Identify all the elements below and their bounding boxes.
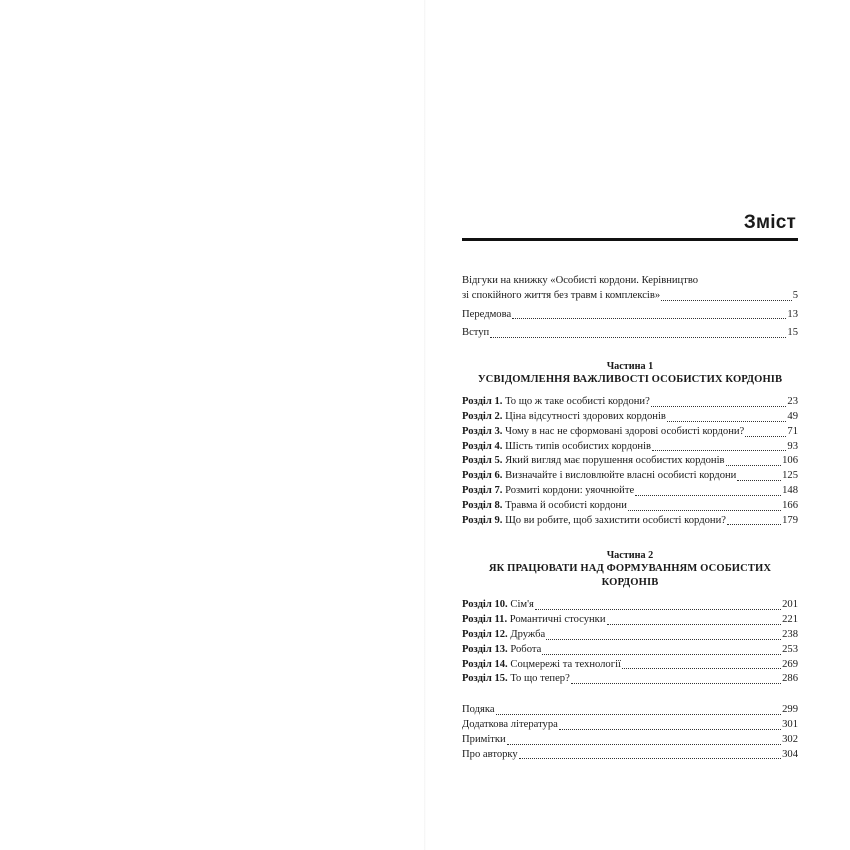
dot-leader (519, 757, 781, 759)
entry-title: Сім'я (510, 599, 534, 611)
entry-title: Розмиті кордони: уяочнюйте (505, 484, 635, 496)
entry-page: 299 (782, 704, 798, 716)
entry-label (462, 425, 744, 440)
entry-label (462, 484, 634, 499)
chapter-number: Розділ 7. (462, 484, 503, 496)
chapter-number: Розділ 15. (462, 673, 508, 685)
toc-chapter-entry (462, 658, 798, 673)
dot-leader (559, 728, 781, 730)
entry-page: 301 (782, 718, 798, 730)
toc-entry-reviews (462, 289, 798, 304)
entry-page: 286 (782, 673, 798, 685)
entry-label (462, 440, 651, 455)
chapter-number: Розділ 10. (462, 599, 508, 611)
dot-leader (542, 653, 781, 655)
entry-label (462, 658, 621, 673)
entry-page: 253 (782, 643, 798, 655)
chapter-number: Розділ 12. (462, 628, 508, 640)
entry-label (462, 499, 627, 514)
part-1-chapters (462, 395, 798, 528)
toc-chapter-entry (462, 672, 798, 687)
chapter-number: Розділ 6. (462, 470, 503, 482)
toc-chapter-entry (462, 395, 798, 410)
back-matter (462, 703, 798, 762)
entry-title: Додаткова література (462, 718, 558, 730)
entry-page: 23 (787, 396, 798, 408)
part-number: Частина 1 (606, 361, 654, 373)
dot-leader (726, 464, 782, 466)
entry-page: 179 (782, 514, 798, 526)
entry-title: Подяка (462, 704, 495, 716)
entry-title: Який вигляд має порушення особистих кордонів (505, 455, 725, 467)
toc-entry-intro (462, 326, 798, 341)
part-title: ЯК ПРАЦЮВАТИ НАД ФОРМУВАННЯМ ОСОБИСТИХ КОРДОНІВ (488, 563, 772, 589)
chapter-number: Розділ 13. (462, 643, 508, 655)
dot-leader (571, 682, 781, 684)
chapter-number: Розділ 8. (462, 499, 503, 511)
part-2-heading (462, 550, 798, 590)
chapter-number: Розділ 5. (462, 455, 503, 467)
entry-title: Примітки (462, 733, 506, 745)
entry-label (462, 703, 495, 718)
entry-page: 49 (787, 410, 798, 422)
toc-chapter-entry (462, 499, 798, 514)
entry-title: То що ж таке особисті кордони? (505, 396, 650, 408)
toc-chapter-entry (462, 613, 798, 628)
entry-label (462, 748, 518, 763)
dot-leader (737, 479, 781, 481)
part-2-chapters (462, 598, 798, 687)
chapter-number: Розділ 11. (462, 614, 508, 626)
dot-leader (652, 449, 786, 451)
entry-title: Що ви робите, щоб захистити особисті кордони? (505, 514, 726, 526)
entry-label (462, 395, 650, 410)
page-title: Зміст (743, 212, 796, 233)
entry-page: 302 (782, 733, 798, 745)
entry-title: Романтичні стосунки (509, 614, 606, 626)
toc-chapter-entry (462, 425, 798, 440)
entry-label (462, 672, 570, 687)
toc-chapter-entry (462, 628, 798, 643)
entry-page: 166 (782, 499, 798, 511)
entry-title: Ціна відсутності здорових кордонів (505, 410, 666, 422)
dot-leader (651, 405, 787, 407)
toc-chapter-entry (462, 440, 798, 455)
toc-back-entry (462, 733, 798, 748)
entry-page: 15 (787, 327, 798, 339)
entry-label (462, 469, 736, 484)
entry-title: Робота (510, 643, 542, 655)
part-number: Частина 2 (606, 550, 654, 562)
table-of-contents (462, 210, 798, 762)
entry-label (462, 410, 666, 425)
dot-leader (635, 494, 781, 496)
dot-leader (745, 435, 786, 437)
toc-chapter-entry (462, 598, 798, 613)
entry-title: Чому в нас не сформовані здорові особисті кордони? (505, 425, 745, 437)
dot-leader (512, 317, 786, 319)
toc-back-entry (462, 703, 798, 718)
entry-label (462, 454, 725, 469)
dot-leader (496, 713, 782, 715)
entry-label: зі спокійного життя без травм і комплексів» (462, 289, 661, 301)
dot-leader (490, 336, 786, 338)
entry-page: 93 (787, 440, 798, 452)
entry-page: 106 (782, 455, 798, 467)
entry-title: Визначайте і висловлюйте власні особисті кордони (505, 470, 737, 482)
part-1-heading (462, 361, 798, 387)
chapter-number: Розділ 14. (462, 658, 508, 670)
toc-back-entry (462, 748, 798, 763)
entry-title: Шість типів особистих кордонів (505, 440, 652, 452)
entry-page: 71 (787, 425, 798, 437)
page-gutter (424, 0, 426, 850)
entry-page: 201 (782, 599, 798, 611)
entry-label: Вступ (462, 327, 490, 339)
toc-chapter-entry (462, 410, 798, 425)
entry-label (462, 643, 541, 658)
entry-page: 5 (792, 289, 798, 301)
chapter-number: Розділ 9. (462, 514, 503, 526)
entry-label (462, 733, 506, 748)
title-rule (462, 238, 798, 241)
toc-chapter-entry (462, 469, 798, 484)
toc-back-entry (462, 718, 798, 733)
entry-page: 238 (782, 628, 798, 640)
toc-chapter-entry (462, 484, 798, 499)
reviews-line-1: Відгуки на книжку «Особисті кордони. Керівництво (462, 275, 699, 286)
entry-title: Дружба (510, 628, 546, 640)
chapter-number: Розділ 4. (462, 440, 503, 452)
dot-leader (507, 743, 781, 745)
entry-page: 304 (782, 748, 798, 760)
entry-page: 269 (782, 658, 798, 670)
entry-label (462, 628, 545, 643)
entry-title: Травма й особисті кордони (505, 499, 627, 511)
entry-page: 221 (782, 614, 798, 626)
chapter-number: Розділ 1. (462, 396, 503, 408)
entry-title: То що тепер? (510, 673, 570, 685)
entry-title: Соцмережі та технології (510, 658, 621, 670)
dot-leader (667, 420, 786, 422)
entry-label (462, 718, 558, 733)
toc-chapter-entry (462, 643, 798, 658)
dot-leader (661, 299, 792, 301)
dot-leader (535, 608, 781, 610)
entry-page: 13 (787, 308, 798, 320)
entry-label (462, 613, 606, 628)
intro-entries (462, 274, 798, 341)
entry-label: Передмова (462, 308, 512, 320)
toc-chapter-entry (462, 454, 798, 469)
part-title: УСВІДОМЛЕННЯ ВАЖЛИВОСТІ ОСОБИСТИХ КОРДОНІВ (477, 374, 783, 386)
entry-page: 148 (782, 484, 798, 496)
dot-leader (607, 623, 782, 625)
entry-label (462, 598, 534, 613)
toc-entry-foreword (462, 308, 798, 323)
chapter-number: Розділ 2. (462, 410, 503, 422)
dot-leader (546, 638, 781, 640)
toc-chapter-entry (462, 514, 798, 529)
entry-label (462, 514, 726, 529)
entry-title: Про авторку (462, 748, 518, 760)
chapter-number: Розділ 3. (462, 425, 503, 437)
dot-leader (628, 509, 781, 511)
dot-leader (727, 523, 781, 525)
dot-leader (622, 667, 781, 669)
entry-page: 125 (782, 470, 798, 482)
